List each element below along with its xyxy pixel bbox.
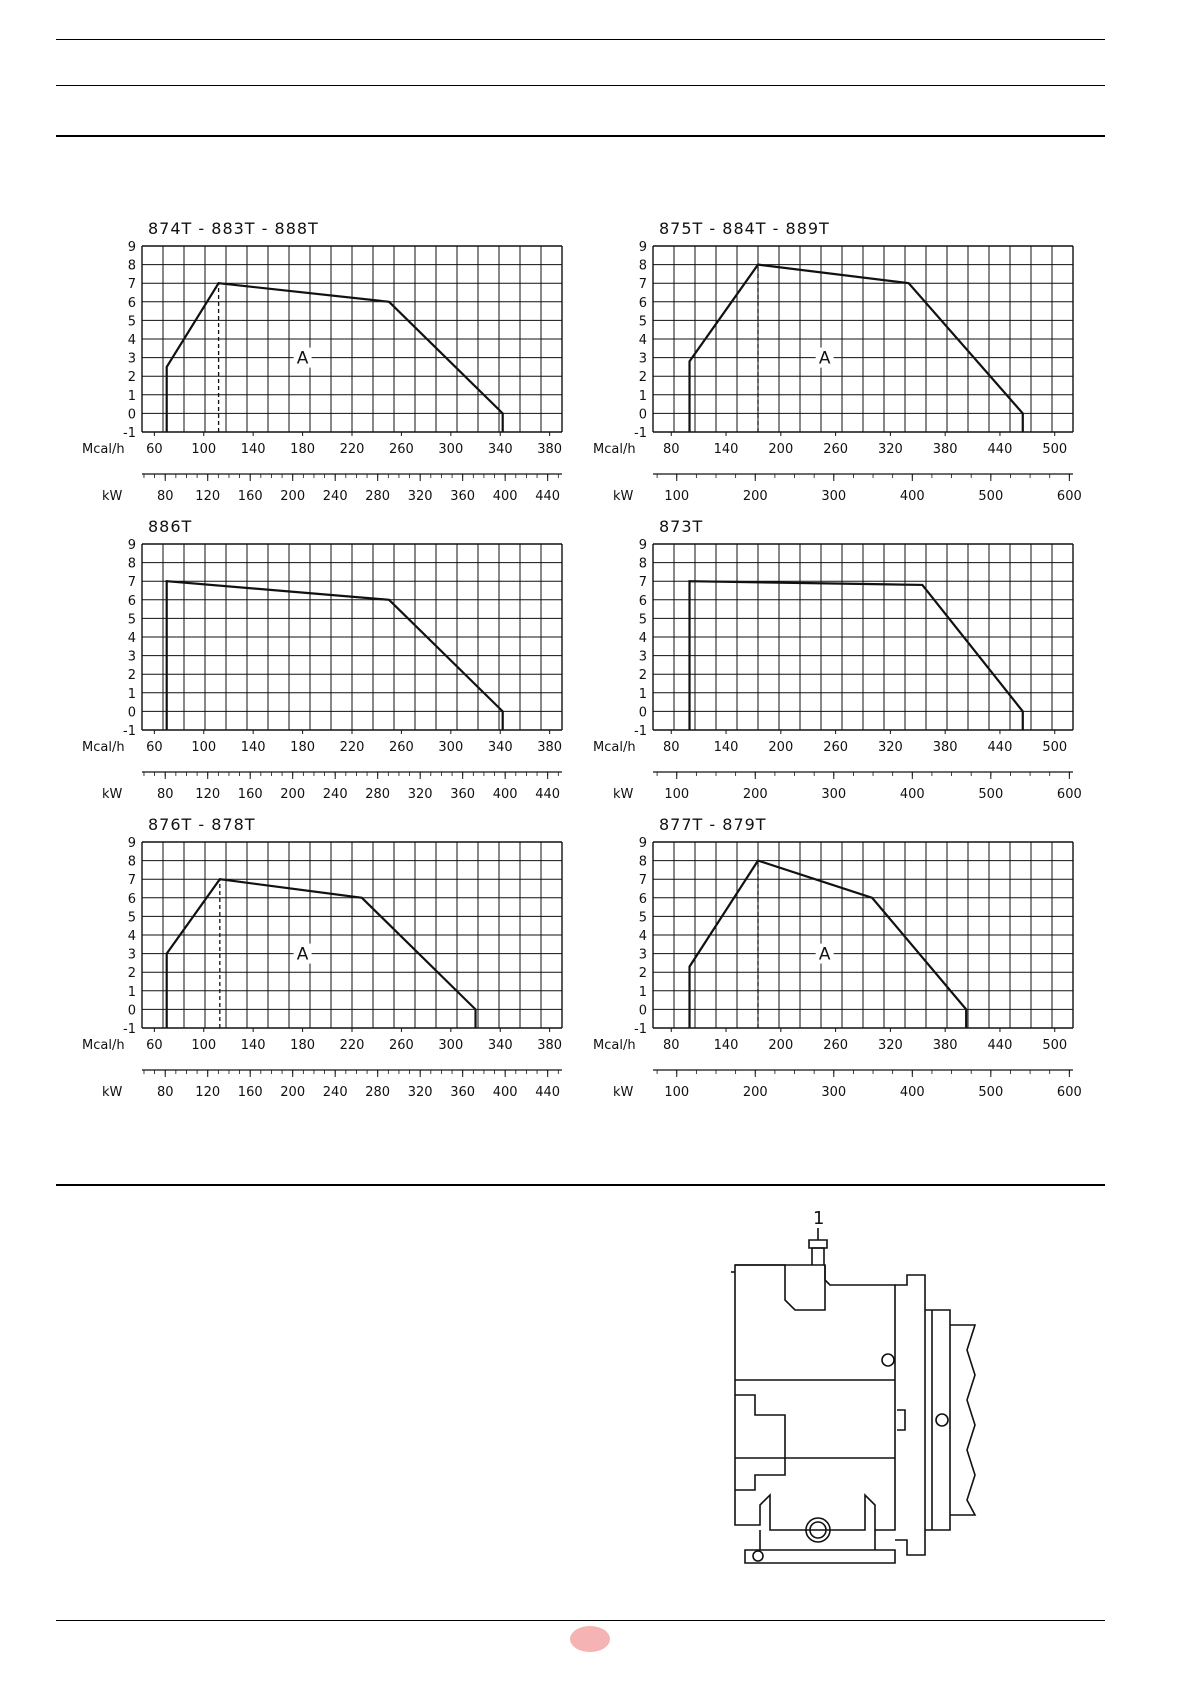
y-tick-label: 1: [638, 984, 647, 1000]
y-tick-label: -1: [634, 724, 647, 739]
kw-axis-unit: kW: [613, 787, 634, 802]
kw-tick-label: 500: [978, 787, 1004, 802]
kw-tick-label: 500: [978, 1085, 1004, 1100]
y-tick-label: 1: [638, 686, 647, 702]
x-tick-label: 200: [768, 442, 794, 457]
kw-tick-label: 300: [821, 787, 847, 802]
y-tick-label: 5: [638, 314, 647, 330]
x-tick-label: 380: [932, 1038, 958, 1053]
kw-tick-label: 280: [365, 489, 391, 504]
y-tick-label: 4: [127, 333, 136, 348]
y-tick-label: 5: [127, 612, 136, 628]
area-label: A: [296, 348, 309, 369]
burner-foot: [745, 1550, 895, 1563]
y-tick-label: 7: [127, 575, 136, 591]
y-tick-label: 8: [127, 556, 136, 572]
area-label: A: [818, 944, 831, 965]
y-tick-label: 7: [127, 873, 136, 889]
kw-tick-label: 360: [450, 787, 476, 802]
x-tick-label: 80: [662, 740, 680, 755]
inspection-hole-upper: [882, 1354, 894, 1366]
x-axis-unit: Mcal/h: [82, 442, 125, 457]
kw-tick-label: 200: [280, 1085, 306, 1100]
x-tick-label: 80: [662, 442, 680, 457]
y-tick-label: 2: [638, 668, 647, 684]
section-rule: [56, 1184, 1105, 1186]
kw-tick-label: 80: [156, 489, 174, 504]
y-tick-label: 6: [127, 593, 136, 609]
y-tick-label: 8: [127, 258, 136, 274]
x-tick-label: 180: [290, 740, 316, 755]
chart-2: [593, 219, 1082, 504]
burner-body-outline: [735, 1265, 895, 1530]
kw-tick-label: 160: [237, 489, 263, 504]
footer-rule: [56, 1620, 1105, 1621]
kw-tick-label: 360: [450, 1085, 476, 1100]
chart-6: [593, 815, 1082, 1100]
kw-tick-label: 400: [492, 489, 518, 504]
y-tick-label: 2: [127, 966, 136, 982]
kw-tick-label: 200: [742, 489, 768, 504]
kw-tick-label: 80: [156, 1085, 174, 1100]
x-tick-label: 300: [438, 442, 464, 457]
x-tick-label: 60: [146, 442, 163, 457]
x-tick-label: 220: [339, 740, 365, 755]
y-tick-label: 8: [638, 258, 647, 274]
kw-axis-unit: kW: [102, 489, 123, 504]
kw-tick-label: 400: [492, 787, 518, 802]
kw-tick-label: 600: [1056, 787, 1082, 802]
x-tick-label: 500: [1042, 1038, 1068, 1053]
x-tick-label: 320: [877, 442, 903, 457]
kw-axis-unit: kW: [102, 1085, 123, 1100]
y-tick-label: -1: [123, 426, 136, 441]
kw-tick-label: 440: [535, 1085, 561, 1100]
x-tick-label: 260: [388, 1038, 414, 1053]
x-tick-label: 100: [191, 740, 217, 755]
chart-title: 876T - 878T: [148, 815, 256, 834]
chart-5: [82, 815, 562, 1100]
x-tick-label: 100: [191, 442, 217, 457]
blast-tube: [950, 1325, 975, 1515]
callout-label: 1: [813, 1210, 825, 1229]
mounting-flange: [895, 1275, 925, 1555]
y-tick-label: 2: [638, 370, 647, 386]
kw-tick-label: 240: [322, 489, 348, 504]
y-tick-label: 4: [638, 333, 647, 348]
chart-1: [82, 219, 562, 504]
x-tick-label: 260: [388, 740, 414, 755]
kw-axis-unit: kW: [613, 1085, 634, 1100]
y-tick-label: 1: [127, 388, 136, 404]
kw-axis-unit: kW: [613, 489, 634, 504]
area-label: A: [818, 348, 831, 369]
y-tick-label: 3: [638, 649, 647, 665]
y-tick-label: 6: [638, 891, 647, 907]
y-tick-label: 4: [127, 631, 136, 646]
y-tick-label: 0: [127, 407, 136, 423]
x-tick-label: 100: [191, 1038, 217, 1053]
kw-tick-label: 80: [156, 787, 174, 802]
y-tick-label: 0: [638, 1003, 647, 1019]
y-tick-label: 2: [127, 370, 136, 386]
x-tick-label: 340: [487, 1038, 513, 1053]
y-tick-label: 7: [638, 277, 647, 293]
y-tick-label: 0: [638, 407, 647, 423]
x-tick-label: 180: [290, 442, 316, 457]
x-tick-label: 220: [339, 442, 365, 457]
x-tick-label: 440: [987, 442, 1013, 457]
kw-tick-label: 500: [978, 489, 1004, 504]
y-tick-label: 9: [638, 538, 647, 553]
burner-upper-housing: [735, 1265, 825, 1310]
y-tick-label: -1: [634, 426, 647, 441]
y-tick-label: 9: [638, 240, 647, 255]
y-tick-label: 9: [127, 538, 136, 553]
x-axis-unit: Mcal/h: [593, 442, 636, 457]
y-tick-label: -1: [634, 1022, 647, 1037]
kw-tick-label: 320: [407, 1085, 433, 1100]
kw-tick-label: 280: [365, 1085, 391, 1100]
kw-tick-label: 320: [407, 787, 433, 802]
y-tick-label: 5: [638, 910, 647, 926]
kw-tick-label: 240: [322, 787, 348, 802]
y-tick-label: 3: [638, 351, 647, 367]
x-tick-label: 180: [290, 1038, 316, 1053]
kw-tick-label: 100: [664, 489, 690, 504]
y-tick-label: 0: [638, 705, 647, 721]
y-tick-label: 4: [127, 929, 136, 944]
chart-title: 886T: [148, 517, 193, 536]
y-tick-label: 1: [127, 984, 136, 1000]
kw-tick-label: 440: [535, 787, 561, 802]
y-tick-label: 7: [638, 873, 647, 889]
inspection-hole-flange: [936, 1414, 948, 1426]
x-tick-label: 140: [713, 1038, 739, 1053]
x-tick-label: 320: [877, 1038, 903, 1053]
x-tick-label: 60: [146, 1038, 163, 1053]
x-tick-label: 340: [487, 740, 513, 755]
x-tick-label: 500: [1042, 740, 1068, 755]
x-tick-label: 380: [537, 1038, 563, 1053]
x-tick-label: 500: [1042, 442, 1068, 457]
x-tick-label: 380: [537, 740, 563, 755]
x-tick-label: 200: [768, 740, 794, 755]
x-tick-label: 380: [932, 740, 958, 755]
kw-tick-label: 300: [821, 489, 847, 504]
x-tick-label: 260: [388, 442, 414, 457]
y-tick-label: 9: [127, 240, 136, 255]
kw-tick-label: 160: [237, 1085, 263, 1100]
x-tick-label: 380: [537, 442, 563, 457]
kw-tick-label: 100: [664, 1085, 690, 1100]
y-tick-label: 8: [638, 854, 647, 870]
y-tick-label: 9: [638, 836, 647, 851]
x-tick-label: 220: [339, 1038, 365, 1053]
x-tick-label: 140: [240, 740, 266, 755]
chart-3: [82, 517, 562, 802]
x-axis-unit: Mcal/h: [82, 740, 125, 755]
x-tick-label: 380: [932, 442, 958, 457]
chart-title: 873T: [659, 517, 704, 536]
x-tick-label: 300: [438, 1038, 464, 1053]
y-tick-label: 1: [127, 686, 136, 702]
y-tick-label: 1: [638, 388, 647, 404]
y-tick-label: 6: [127, 295, 136, 311]
y-tick-label: 5: [127, 910, 136, 926]
kw-tick-label: 320: [407, 489, 433, 504]
y-tick-label: 3: [638, 947, 647, 963]
burner-side-view-drawing: [725, 1210, 995, 1590]
kw-tick-label: 400: [899, 787, 925, 802]
kw-tick-label: 200: [742, 787, 768, 802]
x-tick-label: 440: [987, 740, 1013, 755]
x-axis-unit: Mcal/h: [82, 1038, 125, 1053]
kw-axis-unit: kW: [102, 787, 123, 802]
x-tick-label: 320: [877, 740, 903, 755]
kw-tick-label: 600: [1056, 489, 1082, 504]
kw-tick-label: 200: [280, 787, 306, 802]
y-tick-label: 0: [127, 1003, 136, 1019]
x-tick-label: 200: [768, 1038, 794, 1053]
kw-tick-label: 400: [899, 1085, 925, 1100]
y-tick-label: 7: [127, 277, 136, 293]
y-tick-label: 7: [638, 575, 647, 591]
chart-title: 875T - 884T - 889T: [659, 219, 830, 238]
y-tick-label: 8: [127, 854, 136, 870]
x-tick-label: 260: [823, 1038, 849, 1053]
x-tick-label: 140: [713, 442, 739, 457]
kw-tick-label: 120: [195, 787, 221, 802]
y-tick-label: 9: [127, 836, 136, 851]
x-tick-label: 340: [487, 442, 513, 457]
kw-tick-label: 200: [280, 489, 306, 504]
x-tick-label: 300: [438, 740, 464, 755]
kw-tick-label: 120: [195, 1085, 221, 1100]
y-tick-label: 2: [638, 966, 647, 982]
y-tick-label: 3: [127, 351, 136, 367]
x-axis-unit: Mcal/h: [593, 740, 636, 755]
y-tick-label: 4: [638, 929, 647, 944]
y-tick-label: 6: [638, 593, 647, 609]
kw-tick-label: 360: [450, 489, 476, 504]
chart-title: 877T - 879T: [659, 815, 767, 834]
y-tick-label: 0: [127, 705, 136, 721]
photocell-connector: [812, 1248, 824, 1265]
x-tick-label: 260: [823, 740, 849, 755]
x-tick-label: 140: [240, 1038, 266, 1053]
y-tick-label: 6: [127, 891, 136, 907]
page-number-badge: [570, 1626, 610, 1652]
x-tick-label: 140: [713, 740, 739, 755]
x-tick-label: 80: [662, 1038, 680, 1053]
kw-tick-label: 280: [365, 787, 391, 802]
y-tick-label: 6: [638, 295, 647, 311]
kw-tick-label: 100: [664, 787, 690, 802]
y-tick-label: -1: [123, 724, 136, 739]
kw-tick-label: 440: [535, 489, 561, 504]
kw-tick-label: 240: [322, 1085, 348, 1100]
y-tick-label: 3: [127, 649, 136, 665]
y-tick-label: 8: [638, 556, 647, 572]
y-tick-label: 2: [127, 668, 136, 684]
kw-tick-label: 400: [492, 1085, 518, 1100]
kw-tick-label: 120: [195, 489, 221, 504]
y-tick-label: 4: [638, 631, 647, 646]
x-tick-label: 440: [987, 1038, 1013, 1053]
x-tick-label: 260: [823, 442, 849, 457]
x-axis-unit: Mcal/h: [593, 1038, 636, 1053]
kw-tick-label: 300: [821, 1085, 847, 1100]
y-tick-label: 5: [127, 314, 136, 330]
kw-tick-label: 600: [1056, 1085, 1082, 1100]
kw-tick-label: 160: [237, 787, 263, 802]
chart-4: [593, 517, 1082, 802]
kw-tick-label: 400: [899, 489, 925, 504]
y-tick-label: 5: [638, 612, 647, 628]
kw-tick-label: 200: [742, 1085, 768, 1100]
firing-range-line: [690, 265, 1023, 432]
x-tick-label: 140: [240, 442, 266, 457]
y-tick-label: 3: [127, 947, 136, 963]
y-tick-label: -1: [123, 1022, 136, 1037]
area-label: A: [296, 944, 309, 965]
x-tick-label: 60: [146, 740, 163, 755]
chart-title: 874T - 883T - 888T: [148, 219, 319, 238]
